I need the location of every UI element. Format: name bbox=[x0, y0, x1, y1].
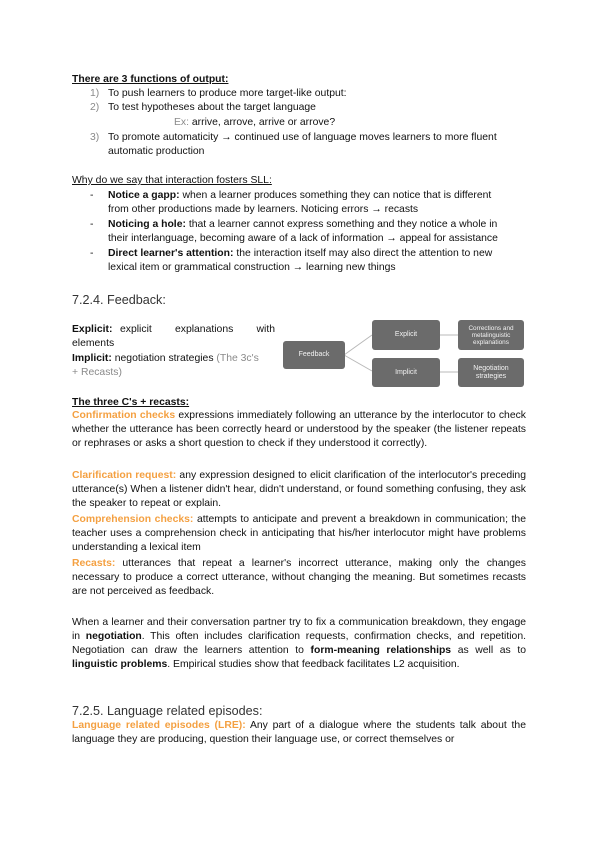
list-item: To test hypotheses about the target language bbox=[108, 102, 316, 113]
list-item: To push learners to produce more target-like output: bbox=[108, 88, 347, 99]
node-label: Feedback bbox=[298, 351, 330, 358]
implicit-line bbox=[72, 352, 259, 366]
bullet-text: when a learner produces something they can notice that is different bbox=[182, 190, 492, 201]
bullet-item bbox=[108, 189, 491, 203]
term-label: Confirmation checks bbox=[72, 410, 176, 421]
term-definition: any expression designed to elicit clarification of the interlocutor's preceding utterance(s) When a listener didn't hear, didn't understand, or found something confusing, they ask the speaker to repeat or explain. bbox=[72, 470, 526, 509]
bullet-dash: - bbox=[90, 190, 94, 201]
bullet-term: Noticing a hole: bbox=[108, 219, 186, 230]
example-label: Ex: bbox=[174, 117, 190, 128]
paragraph-negotiation bbox=[72, 616, 526, 672]
bullet-continuation: their interlanguage, becoming aware of a lack of information → appeal for assistance bbox=[108, 233, 498, 244]
node-label: Explicit bbox=[394, 331, 418, 338]
implicit-text: negotiation strategies bbox=[114, 353, 214, 364]
text-run: as well as to bbox=[457, 645, 527, 656]
interaction-title: Why do we say that interaction fosters SLL: bbox=[72, 175, 272, 186]
node-label: Implicit bbox=[395, 368, 417, 376]
text-run: . This often includes clarification requests, confirmation checks, and repetition. Negotiation can draw the learners attention to bbox=[72, 631, 526, 656]
term-label: Clarification request: bbox=[72, 470, 177, 481]
explicit-continuation: elements bbox=[72, 338, 115, 349]
bold-run: negotiation bbox=[85, 631, 142, 642]
term-definition: expressions immediately following an utterance by the interlocutor to check whether the utterance has been correctly heard or understood by the speaker (the listener repeats or rephrases or asks a short question to check if they understood it correctly). bbox=[72, 410, 527, 449]
term-definition: Any part of a dialogue where the students talk about the language they are producing, question their language use, or correct themselves or bbox=[72, 720, 526, 745]
bullet-term: Direct learner's attention: bbox=[108, 248, 234, 259]
connector-line bbox=[344, 355, 372, 371]
node-label: Negotiation strategies bbox=[473, 364, 509, 380]
bullet-continuation: from other productions made by learners. Noticing errors → recasts bbox=[108, 204, 419, 215]
bold-run: form-meaning relationships bbox=[310, 645, 452, 656]
bullet-term: Notice a gapp: bbox=[108, 190, 180, 201]
feedback-heading: 7.2.4. Feedback: bbox=[72, 293, 166, 307]
bullet-item bbox=[108, 218, 497, 232]
connector-line bbox=[344, 335, 372, 355]
paragraph-clarification bbox=[72, 469, 526, 511]
explicit-line bbox=[72, 323, 275, 337]
diagram-node-feedback bbox=[283, 341, 345, 369]
explicit-text-value: explicit explanations with bbox=[120, 324, 275, 335]
list-number: 2) bbox=[90, 102, 100, 113]
bullet-text: that a learner cannot express something and they notice a whole in bbox=[188, 219, 498, 230]
term-definition: attempts to anticipate and prevent a breakdown in communication; the teacher uses a comprehension check in anticipating that his/her interlocutor might have problems understanding a lexical item bbox=[72, 514, 526, 553]
term-definition: utterances that repeat a learner's incorrect utterance, making only the changes necessary to produce a correct utterance, without changing the meaning. But sometimes recasts are not perceived as feedback. bbox=[72, 558, 527, 597]
diagram-node-negotiation bbox=[458, 358, 524, 387]
list-number: 1) bbox=[90, 88, 100, 99]
text-run: . Empirical studies show that feedback facilitates L2 acquisition. bbox=[167, 659, 460, 670]
implicit-note: (The 3c's bbox=[216, 353, 259, 364]
explicit-label: Explicit: bbox=[72, 324, 113, 335]
example-text: arrive, arrove, arrive or arrove? bbox=[191, 117, 336, 128]
list-item: To promote automaticity → continued use of language moves learners to more fluent bbox=[108, 132, 497, 143]
diagram-node-explicit bbox=[372, 320, 440, 350]
bullet-dash: - bbox=[90, 248, 94, 259]
functions-title: There are 3 functions of output: bbox=[72, 74, 229, 85]
bullet-continuation: lexical item or grammatical construction → learning new things bbox=[108, 262, 396, 273]
term-label: Recasts: bbox=[72, 558, 116, 569]
term-label: Language related episodes (LRE): bbox=[72, 720, 246, 731]
paragraph-lre bbox=[72, 719, 526, 747]
paragraph-recasts bbox=[72, 557, 526, 599]
node-label: Corrections and metalinguistic explanations bbox=[468, 324, 514, 346]
list-number: 3) bbox=[90, 132, 100, 143]
paragraph-confirmation bbox=[72, 409, 526, 451]
diagram-node-implicit bbox=[372, 358, 440, 387]
text-run: When a learner and their conversation partner try to fix a communication breakdown, they engage in bbox=[72, 617, 526, 642]
paragraph-comprehension bbox=[72, 513, 526, 555]
explicit-text bbox=[120, 323, 275, 337]
bullet-text: the interaction itself may also direct the attention to new bbox=[236, 248, 493, 259]
bullet-item bbox=[108, 247, 492, 261]
bullet-dash: - bbox=[90, 219, 94, 230]
lre-heading: 7.2.5. Language related episodes: bbox=[72, 704, 263, 718]
diagram-node-corrections bbox=[458, 320, 524, 350]
three-cs-title: The three C's + recasts: bbox=[72, 397, 190, 408]
list-item-continuation: automatic production bbox=[108, 146, 205, 157]
implicit-label: Implicit: bbox=[72, 353, 112, 364]
implicit-note-continuation: + Recasts) bbox=[72, 367, 122, 378]
example-line bbox=[174, 116, 335, 130]
term-label: Comprehension checks: bbox=[72, 514, 194, 525]
bold-run: linguistic problems bbox=[72, 659, 168, 670]
